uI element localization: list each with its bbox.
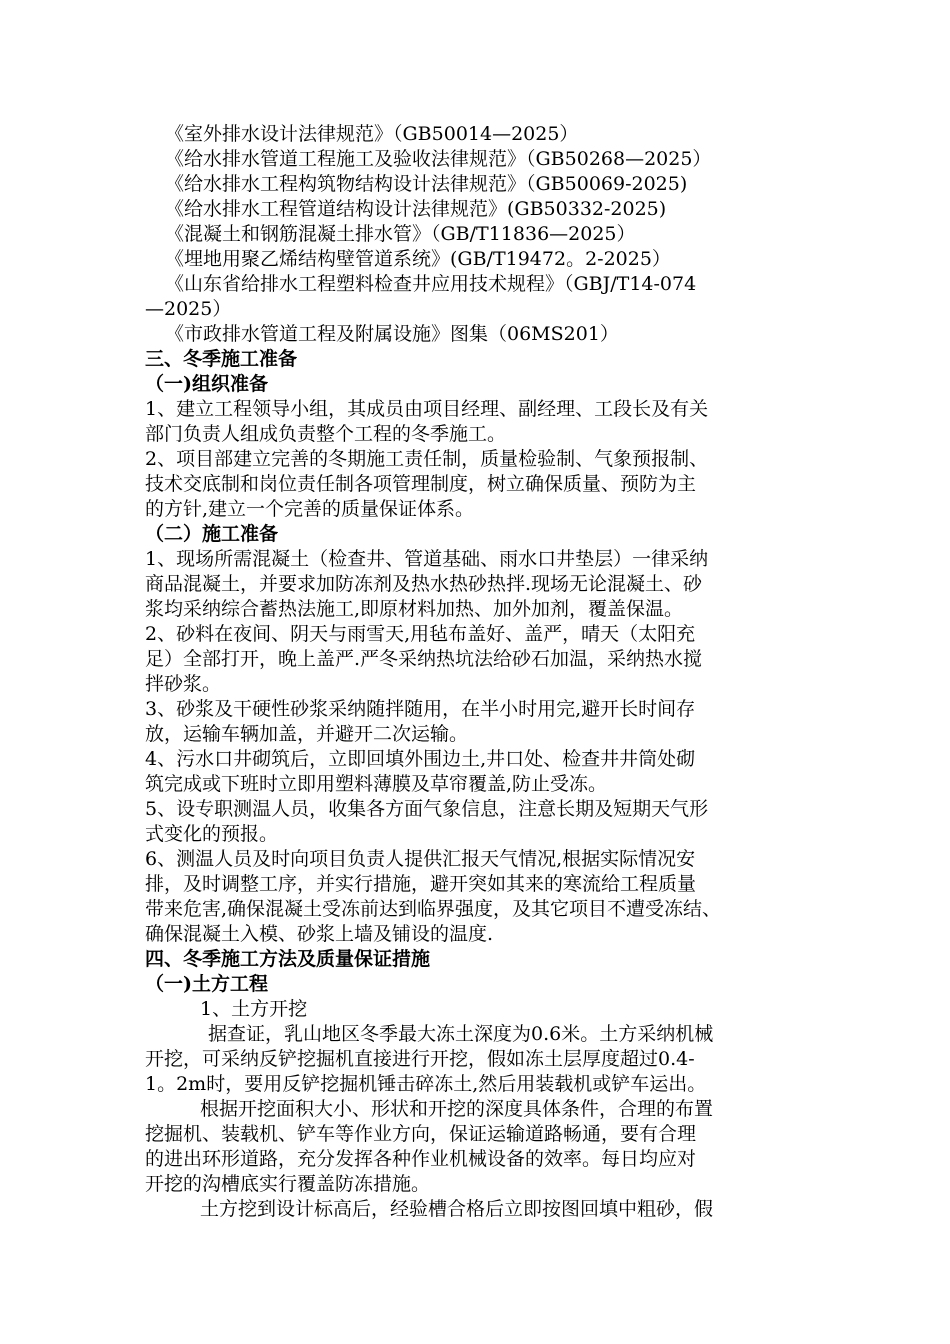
paragraph-line: 技术交底制和岗位责任制各项管理制度，树立确保质量、预防为主 — [145, 473, 697, 495]
paragraph-line: 3、砂浆及干硬性砂浆采纳随拌随用，在半小时用完,避开长时间存 — [145, 698, 696, 720]
paragraph-line: 挖掘机、装载机、铲车等作业方向，保证运输道路畅通，要有合理 — [145, 1123, 697, 1145]
reference-item: 《市政排水管道工程及附属设施》图集（06MS201） — [165, 323, 619, 345]
reference-item-continued: —2025） — [145, 298, 232, 320]
paragraph-line: 足）全部打开，晚上盖严.严冬采纳热坑法给砂石加温，采纳热水搅 — [145, 648, 703, 670]
paragraph-line: 式变化的预报。 — [145, 823, 279, 845]
paragraph-line: 开挖的沟槽底实行覆盖防冻措施。 — [145, 1173, 431, 1195]
paragraph-line: 2、砂料在夜间、阴天与雨雪天,用毡布盖好、盖严，晴天（太阳充 — [145, 623, 696, 645]
paragraph-line: 1。2m时，要用反铲挖掘机锤击碎冻土,然后用装载机或铲车运出。 — [145, 1073, 707, 1095]
paragraph-line: 1、建立工程领导小组，其成员由项目经理、副经理、工段长及有关 — [145, 398, 709, 420]
paragraph-line: 浆均采纳综合蓄热法施工,即原材料加热、加外加剂，覆盖保温。 — [145, 598, 684, 620]
paragraph-line: 的方针,建立一个完善的质量保证体系。 — [145, 498, 475, 520]
subsection-construction-heading: （二）施工准备 — [145, 523, 279, 545]
paragraph-line: 排，及时调整工序，并实行措施，避开突如其来的寒流给工程质量 — [145, 873, 697, 895]
reference-item: 《埋地用聚乙烯结构壁管道系统》(GB/T19472。2-2025） — [165, 248, 671, 270]
paragraph-line: 的进出环形道路，充分发挥各种作业机械设备的效率。每日均应对 — [145, 1148, 697, 1170]
paragraph-line: 6、测温人员及时向项目负责人提供汇报天气情况,根据实际情况安 — [145, 848, 696, 870]
reference-item: 《山东省给排水工程塑料检查井应用技术规程》（GBJ/T14-074 — [165, 273, 697, 295]
reference-item: 《给水排水工程构筑物结构设计法律规范》（GB50069-2025) — [165, 173, 688, 195]
paragraph-line: 带来危害,确保混凝土受冻前达到临界强度，及其它项目不遭受冻结、 — [145, 898, 722, 920]
paragraph-line: 2、项目部建立完善的冬期施工责任制，质量检验制、气象预报制、 — [145, 448, 709, 470]
paragraph-line: 放，运输车辆加盖，并避开二次运输。 — [145, 723, 469, 745]
paragraph-line: 4、污水口井砌筑后，立即回填外围边土,井口处、检查井井筒处砌 — [145, 748, 696, 770]
reference-item: 《混凝土和钢筋混凝土排水管》（GB/T11836—2025） — [165, 223, 636, 245]
paragraph-line: 1、现场所需混凝土（检查井、管道基础、雨水口井垫层）一律采纳 — [145, 548, 709, 570]
section-3-heading: 三、冬季施工准备 — [145, 348, 298, 370]
paragraph-line: 开挖，可采纳反铲挖掘机直接进行开挖，假如冻土层厚度超过0.4- — [145, 1048, 695, 1070]
paragraph-line: 根据开挖面积大小、形状和开挖的深度具体条件，合理的布置 — [200, 1098, 714, 1120]
paragraph-line: 据查证，乳山地区冬季最大冻土深度为0.6米。土方采纳机械 — [208, 1023, 714, 1045]
subsection-org-heading: （一)组织准备 — [145, 373, 268, 395]
reference-item: 《给水排水管道工程施工及验收法律规范》（GB50268—2025） — [165, 148, 712, 170]
paragraph-line: 商品混凝土，并要求加防冻剂及热水热砂热拌.现场无论混凝土、砂 — [145, 573, 703, 595]
subsection-earthwork-heading: （一)土方工程 — [145, 973, 268, 995]
paragraph-line: 拌砂浆。 — [145, 673, 222, 695]
paragraph-line: 部门负责人组成负责整个工程的冬季施工。 — [145, 423, 507, 445]
paragraph-line: 5、设专职测温人员，收集各方面气象信息，注意长期及短期天气形 — [145, 798, 709, 820]
paragraph-line: 确保混凝土入模、砂浆上墙及铺设的温度. — [145, 923, 494, 945]
reference-item: 《室外排水设计法律规范》（GB50014—2025） — [165, 123, 579, 145]
paragraph-line: 筑完成或下班时立即用塑料薄膜及草帘覆盖,防止受冻。 — [145, 773, 608, 795]
section-4-heading: 四、冬季施工方法及质量保证措施 — [145, 948, 431, 970]
sub-item-heading: 1、土方开挖 — [200, 998, 308, 1020]
reference-item: 《给水排水工程管道结构设计法律规范》(GB50332-2025) — [165, 198, 667, 220]
paragraph-line: 土方挖到设计标高后，经验槽合格后立即按图回填中粗砂，假 — [200, 1198, 714, 1220]
